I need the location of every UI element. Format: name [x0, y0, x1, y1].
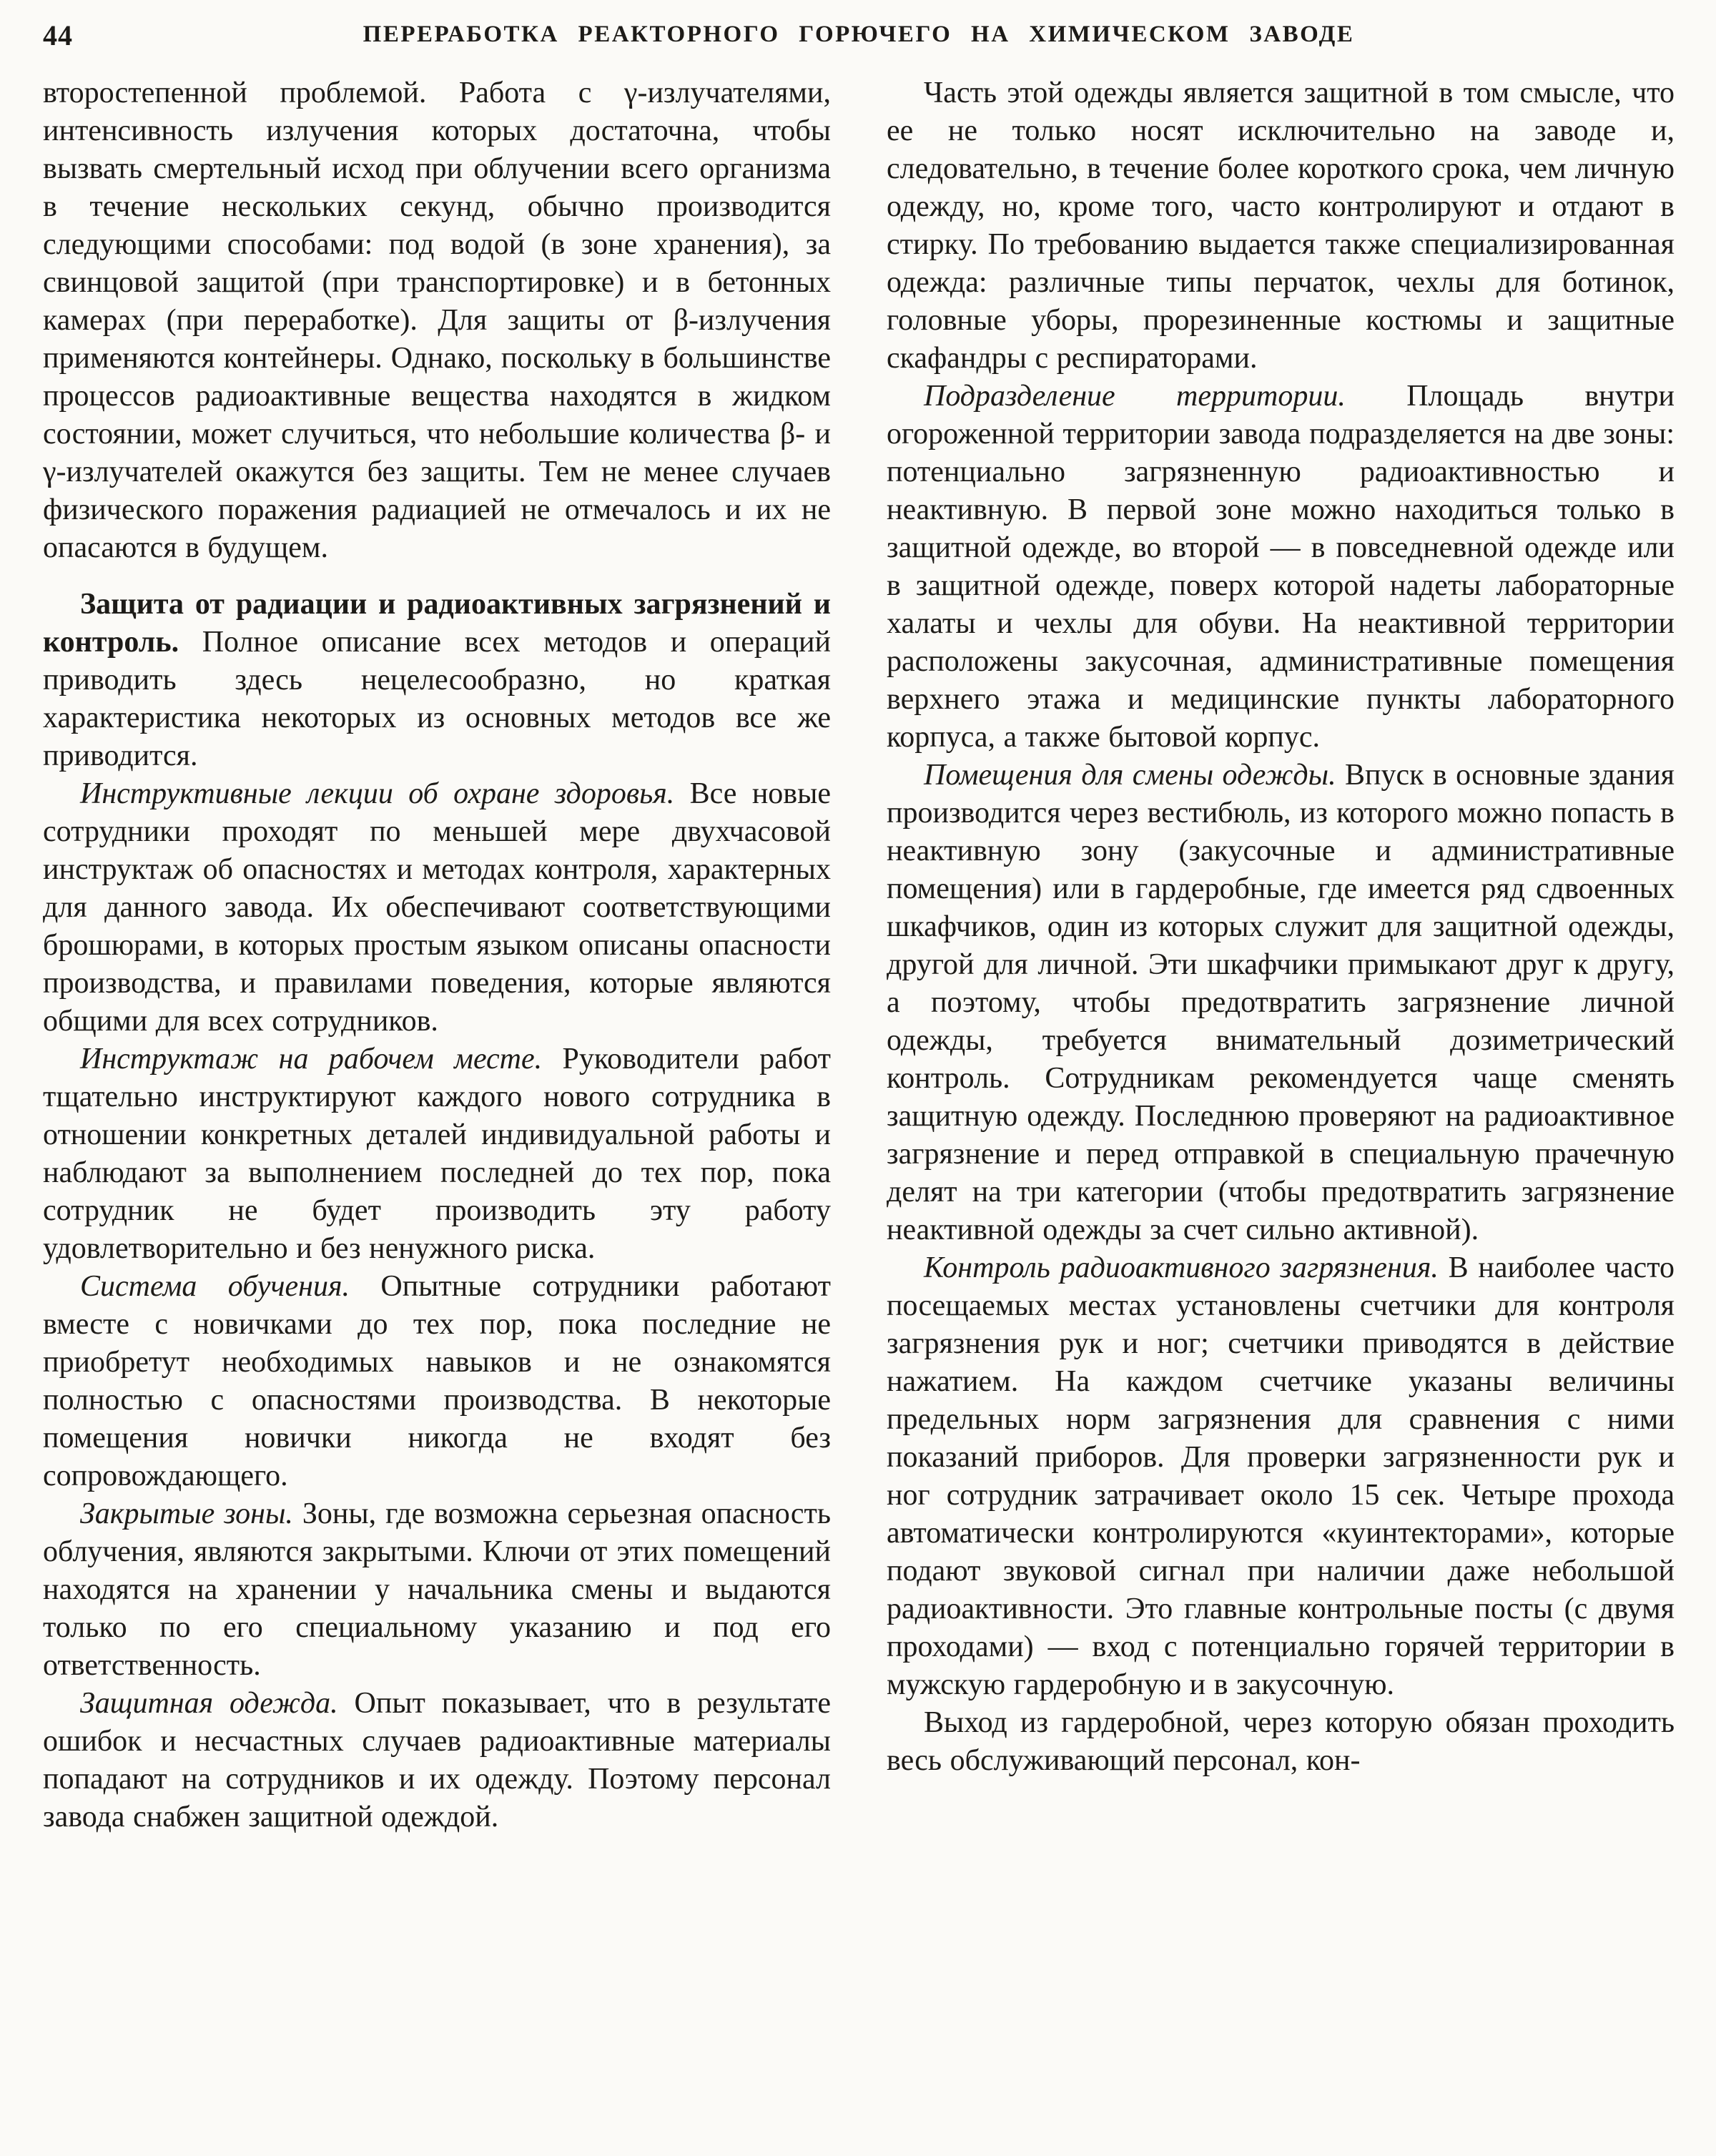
- run-in-heading-italic: Закрытые зоны.: [80, 1497, 293, 1530]
- left-column: [43, 74, 831, 1836]
- run-in-heading-italic: Инструктивные лекции об охране здоровья.: [80, 777, 675, 810]
- paragraph-text: Руководители работ тщательно инструктируют каждого нового сотрудника в отношении конкретных деталей индивидуальной работы и наблюдают за выполнением последней до тех пор, пока сотрудник не будет производить эту работу удовлетворительно и без ненужного риска.: [43, 1043, 831, 1265]
- paragraph-text: Выход из гардеробной, через которую обязан проходить весь обслуживающий персонал, кон-: [887, 1706, 1675, 1777]
- paragraph: [887, 757, 1675, 1249]
- paragraph-text: Часть этой одежды является защитной в том смысле, что ее не только носят исключительно на заводе и, следовательно, в течение более короткого срока, чем личную одежду, но, кроме того, часто контролируют и отдают в стирку. По требованию выдается также специализированная одежда: различные типы перчаток, чехлы для ботинок, головные уборы, прорезиненные костюмы и защитные скафандры с респираторами.: [887, 77, 1675, 375]
- paragraph: [887, 1249, 1675, 1704]
- run-in-heading-italic: Помещения для смены одежды.: [924, 759, 1336, 792]
- run-in-heading-italic: Контроль радиоактивного загрязнения.: [924, 1251, 1439, 1284]
- paragraph: [43, 1495, 831, 1685]
- page-header: [43, 19, 1675, 56]
- paragraph-text: Зоны, где возможна серьезная опасность облучения, являются закрытыми. Ключи от этих помещений находятся на хранении у начальника смены и выдаются только по его специальному указанию и под его ответственность.: [43, 1497, 831, 1682]
- paragraph-text: Полное описание всех методов и операций приводить здесь нецелесообразно, но краткая характеристика некоторых из основных методов все же приводится.: [43, 626, 831, 772]
- right-column: [887, 74, 1675, 1780]
- running-title: ПЕРЕРАБОТКА РЕАКТОРНОГО ГОРЮЧЕГО НА ХИМИЧЕСКОМ ЗАВОДЕ: [363, 21, 1355, 47]
- run-in-heading-italic: Инструктаж на рабочем месте.: [80, 1043, 543, 1075]
- paragraph-text: Опытные сотрудники работают вместе с новичками до тех пор, пока последние не приобретут необходимых навыков и не ознакомятся полностью с опасностями производства. В некоторые помещения новички никогда не входят без сопровождающего.: [43, 1270, 831, 1492]
- paragraph: [43, 586, 831, 775]
- paragraph: [43, 1040, 831, 1268]
- paragraph: [43, 1268, 831, 1495]
- paragraph: [887, 378, 1675, 757]
- paragraph: [887, 1704, 1675, 1780]
- run-in-heading-italic: Система обучения.: [80, 1270, 350, 1303]
- run-in-heading-bold: Защита от радиации и радиоактивных загрязнений и контроль.: [43, 588, 831, 659]
- paragraph: [43, 74, 831, 567]
- page-number: 44: [43, 19, 73, 51]
- paragraph: [887, 74, 1675, 378]
- text-columns: [43, 74, 1675, 1836]
- paragraph-text: Площадь внутри огороженной территории завода подразделяется на две зоны: потенциально загрязненную радиоактивностью и неактивную. В первой зоне можно находиться только в защитной одежде, во второй — в повседневной одежде или в защитной одежде, поверх которой надеты лабораторные халаты и чехлы для обуви. На неактивной территории расположены закусочная, административные помещения верхнего этажа и медицинские пункты лабораторного корпуса, а также бытовой корпус.: [887, 380, 1675, 754]
- paragraph: [43, 775, 831, 1040]
- paragraph-text: В наиболее часто посещаемых местах установлены счетчики для контроля загрязнения рук и ног; счетчики приводятся в действие нажатием. На каждом счетчике указаны величины предельных норм загрязнения для сравнения с ними показаний приборов. Для проверки загрязненности рук и ног сотрудник затрачивает около 15 сек. Четыре прохода автоматически контролируются «куинтекторами», которые подают звуковой сигнал при наличии даже небольшой радиоактивности. Это главные контрольные посты (с двумя проходами) — вход с потенциально горячей территории в мужскую гардеробную и в закусочную.: [887, 1251, 1675, 1701]
- paragraph-text: Впуск в основные здания производится через вестибюль, из которого можно попасть в неактивную зону (закусочные и административные помещения) или в гардеробные, где имеется ряд сдвоенных шкафчиков, один из которых служит для защитной одежды, другой для личной. Эти шкафчики примыкают друг к другу, а поэтому, чтобы предотвратить загрязнение личной одежды, требуется внимательный дозиметрический контроль. Сотрудникам рекомендуется чаще сменять защитную одежду. Последнюю проверяют на радиоактивное загрязнение и перед отправкой в специальную прачечную делят на три категории (чтобы предотвратить загрязнение неактивной одежды за счет сильно активной).: [887, 759, 1675, 1246]
- run-in-heading-italic: Защитная одежда.: [80, 1687, 338, 1720]
- paragraph-text: Все новые сотрудники проходят по меньшей мере двухчасовой инструктаж об опасностях и методах контроля, характерных для данного завода. Их обеспечивают соответствующими брошюрами, в которых простым языком описаны опасности производства, и правилами поведения, которые являются общими для всех сотрудников.: [43, 777, 831, 1038]
- paragraph: [43, 1685, 831, 1836]
- paragraph-text: Опыт показывает, что в результате ошибок и несчастных случаев радиоактивные материалы попадают на сотрудников и их одежду. Поэтому персонал завода снабжен защитной одеждой.: [43, 1687, 831, 1833]
- paragraph-text: второстепенной проблемой. Работа с γ-излучателями, интенсивность излучения которых достаточна, чтобы вызвать смертельный исход при облучении всего организма в течение нескольких секунд, обычно производится следующими способами: под водой (в зоне хранения), за свинцовой защитой (при транспортировке) и в бетонных камерах (при переработке). Для защиты от β-излучения применяются контейнеры. Однако, поскольку в большинстве процессов радиоактивные вещества находятся в жидком состоянии, может случиться, что небольшие количества β- и γ-излучателей окажутся без защиты. Тем не менее случаев физического поражения радиацией не отмечалось и их не опасаются в будущем.: [43, 77, 831, 564]
- run-in-heading-italic: Подразделение территории.: [924, 380, 1346, 413]
